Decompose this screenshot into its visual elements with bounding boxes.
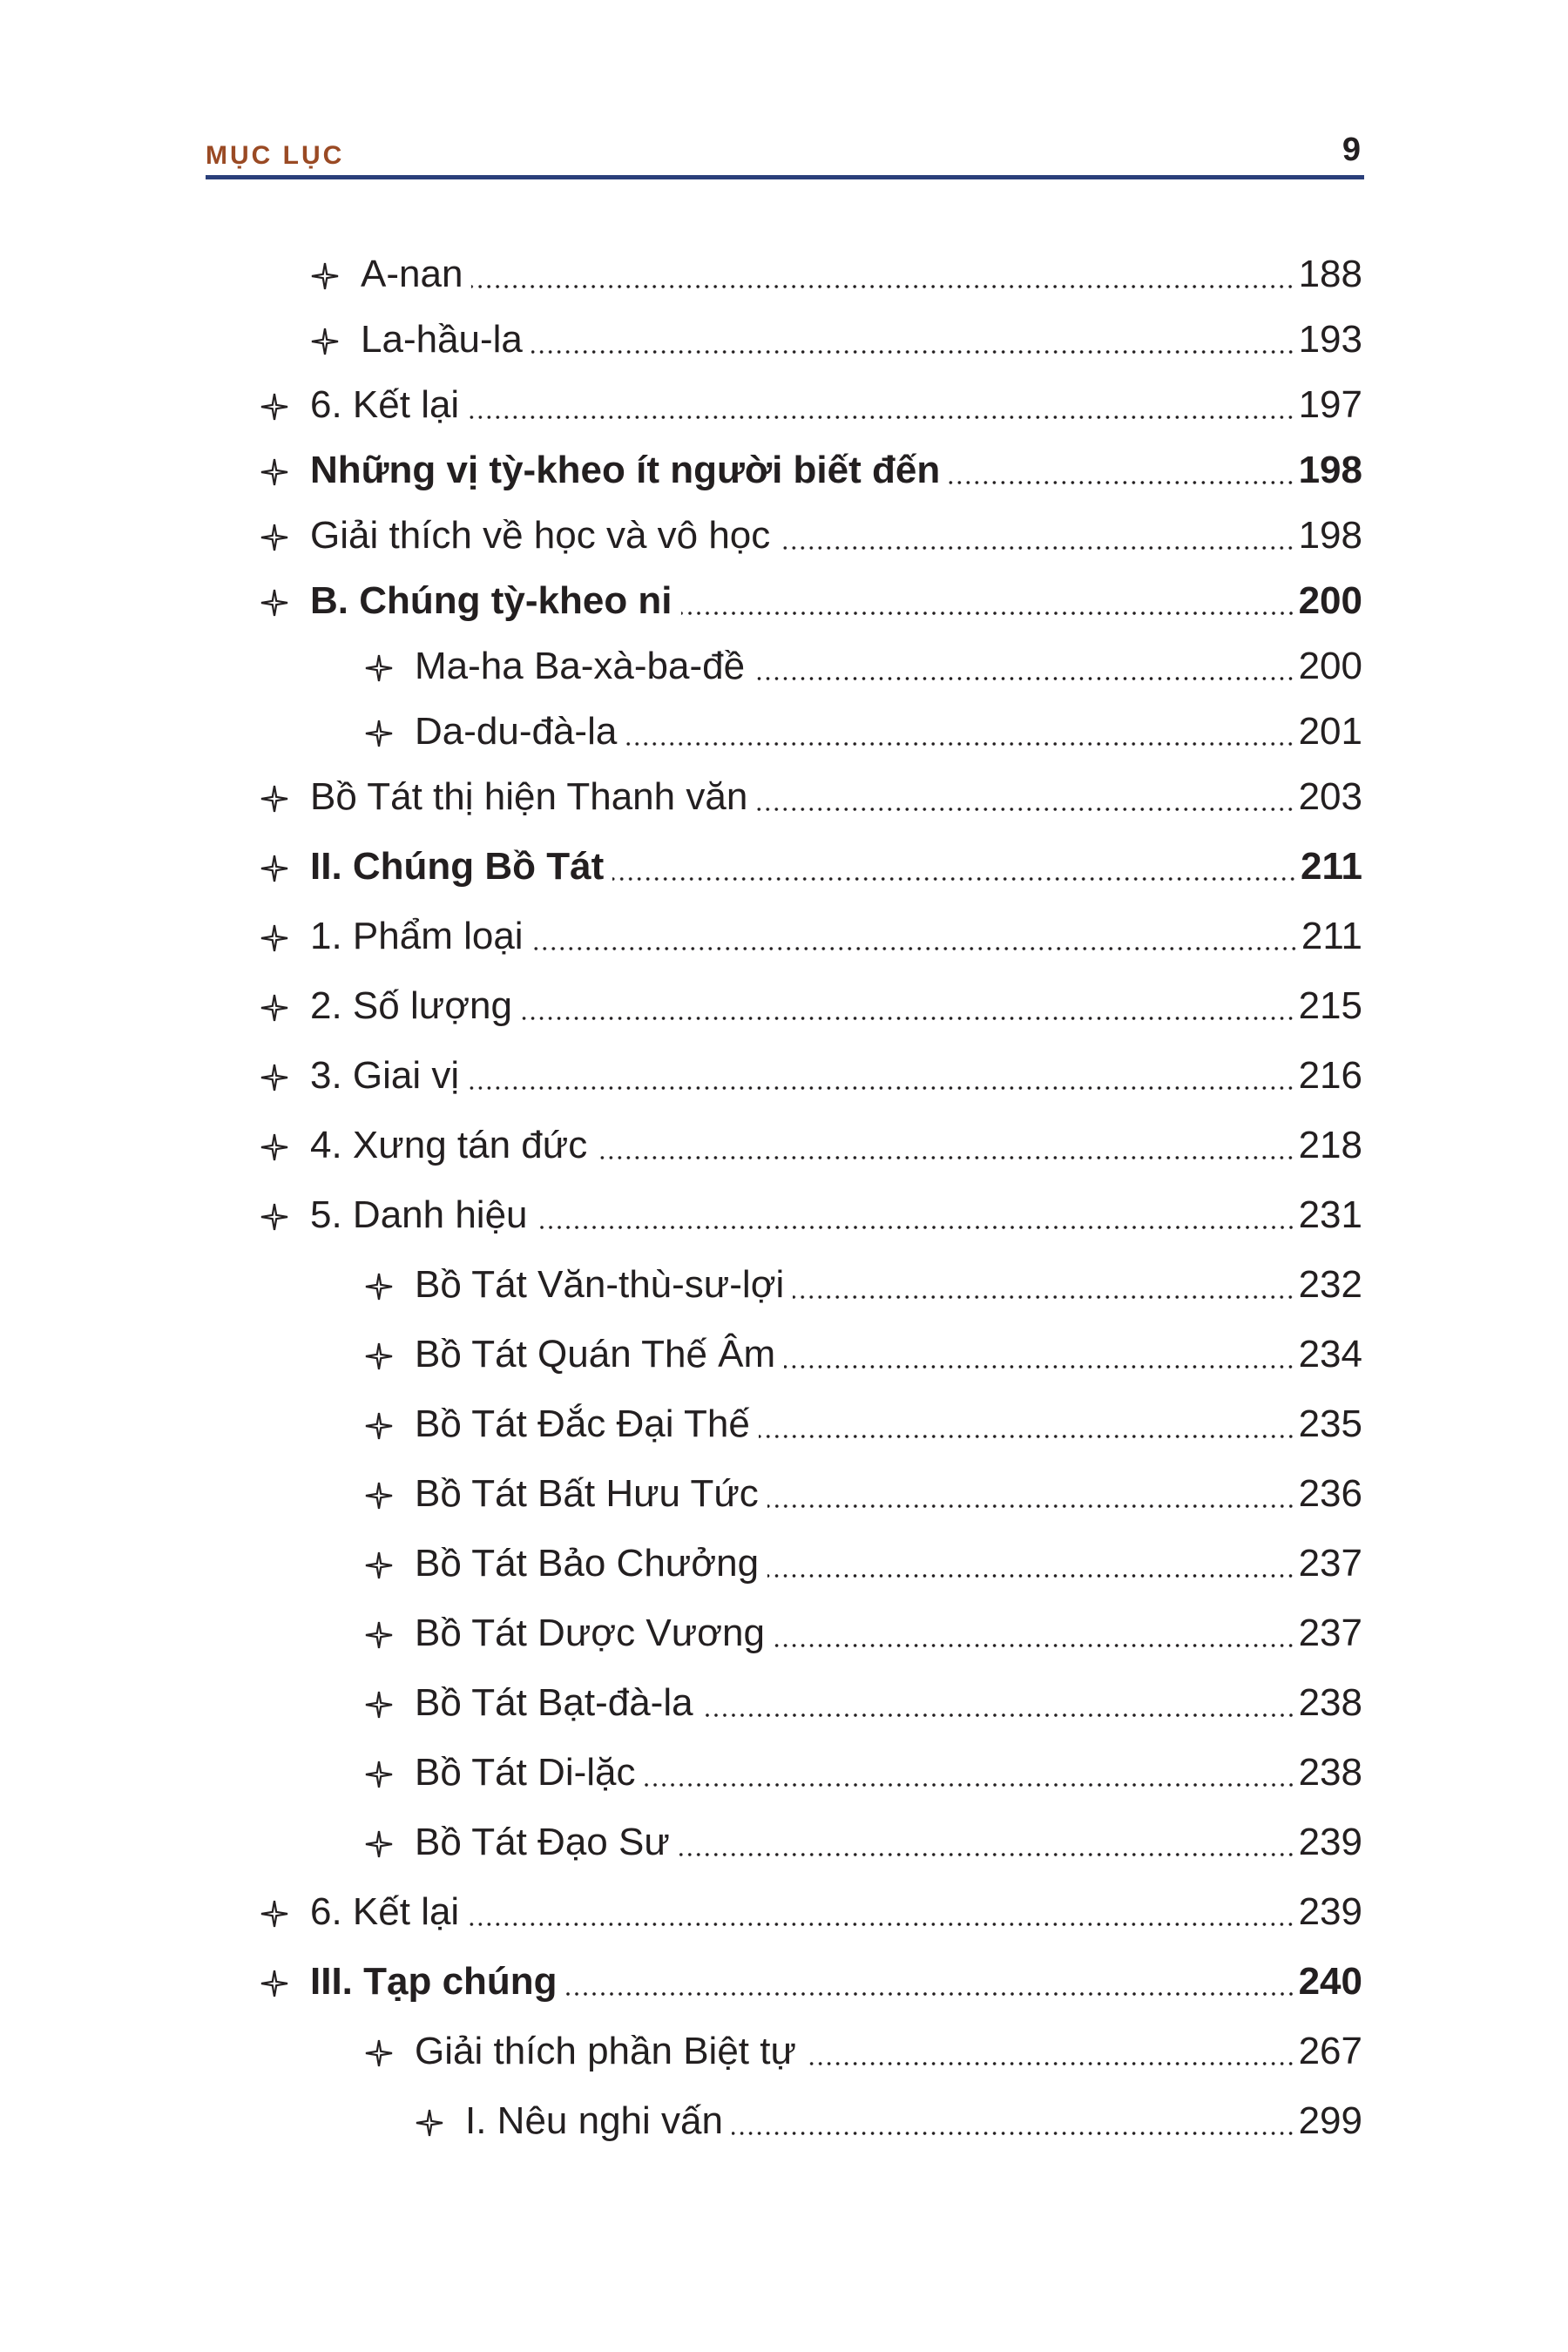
dot-leader — [566, 1991, 1295, 1997]
four-point-star-icon — [310, 325, 340, 355]
toc-entry-title: La-hầu-la — [361, 318, 523, 361]
toc-entry-title: Bồ Tát Văn-thù-sư-lợi — [415, 1263, 785, 1306]
four-point-star-icon — [364, 1479, 394, 1509]
toc-entry-page: 215 — [1298, 984, 1362, 1027]
dot-leader — [754, 676, 1295, 681]
toc-entry-page: 234 — [1298, 1333, 1362, 1375]
four-point-star-icon — [415, 2106, 444, 2136]
toc-entry[interactable] — [364, 1394, 1362, 1455]
four-point-star-icon — [260, 1131, 289, 1160]
dot-leader — [681, 611, 1295, 616]
toc-entry[interactable] — [260, 571, 1362, 632]
toc-entry-page: 239 — [1298, 1890, 1362, 1933]
dot-leader — [531, 349, 1295, 355]
four-point-star-icon — [310, 260, 340, 289]
four-point-star-icon — [260, 991, 289, 1021]
four-point-star-icon — [364, 1688, 394, 1718]
toc-entry-title: Bồ Tát Di-lặc — [415, 1751, 636, 1794]
dot-leader — [767, 1504, 1295, 1509]
toc-entry[interactable] — [260, 976, 1362, 1037]
four-point-star-icon — [260, 1061, 289, 1091]
toc-entry[interactable] — [260, 906, 1362, 967]
toc-entry-page: 239 — [1298, 1821, 1362, 1863]
toc-entry-title: Bồ Tát thị hiện Thanh văn — [310, 775, 748, 818]
toc-entry-title: 3. Giai vị — [310, 1054, 460, 1097]
four-point-star-icon — [260, 456, 289, 485]
toc-entry-page: 231 — [1298, 1193, 1362, 1236]
dot-leader — [756, 807, 1294, 812]
dot-leader — [784, 1364, 1294, 1369]
four-point-star-icon — [364, 1619, 394, 1648]
toc-entry[interactable] — [260, 1882, 1362, 1943]
toc-entry-title: Giải thích về học và vô học — [310, 514, 771, 557]
dot-leader — [471, 284, 1294, 289]
four-point-star-icon — [364, 1828, 394, 1857]
dot-leader — [759, 1434, 1295, 1439]
toc-entry-title: Bồ Tát Bảo Chưởng — [415, 1542, 760, 1585]
toc-entry-page: 211 — [1301, 915, 1362, 957]
toc-entry[interactable] — [364, 1673, 1362, 1734]
dot-leader — [468, 415, 1294, 420]
four-point-star-icon — [260, 1200, 289, 1230]
dot-leader — [612, 876, 1297, 882]
toc-entry[interactable] — [260, 767, 1362, 828]
four-point-star-icon — [260, 922, 289, 951]
toc-entry-page: 203 — [1298, 775, 1362, 818]
toc-entry-page: 211 — [1301, 845, 1362, 888]
toc-entry-page: 200 — [1298, 645, 1362, 687]
toc-entry[interactable] — [415, 2091, 1362, 2152]
toc-entry[interactable] — [260, 505, 1362, 566]
toc-entry-page: 188 — [1298, 253, 1362, 295]
four-point-star-icon — [364, 1758, 394, 1788]
toc-entry-title: Bồ Tát Đạo Sư — [415, 1821, 670, 1863]
four-point-star-icon — [260, 390, 289, 420]
four-point-star-icon — [260, 852, 289, 882]
toc-entry[interactable] — [260, 375, 1362, 436]
toc-entry-title: II. Chúng Bồ Tát — [310, 845, 605, 888]
dot-leader — [645, 1782, 1295, 1788]
four-point-star-icon — [260, 1897, 289, 1927]
toc-entry-page: 198 — [1298, 449, 1362, 491]
toc-entry-title: Bồ Tát Dược Vương — [415, 1612, 765, 1654]
four-point-star-icon — [364, 1270, 394, 1300]
toc-entry-page: 237 — [1298, 1542, 1362, 1585]
toc-entry-page: 238 — [1298, 1751, 1362, 1794]
toc-entry[interactable] — [260, 1185, 1362, 1246]
toc-entry[interactable] — [364, 1324, 1362, 1385]
four-point-star-icon — [260, 586, 289, 616]
toc-entry[interactable] — [364, 1254, 1362, 1315]
toc-entry-title: Bồ Tát Đắc Đại Thế — [415, 1402, 750, 1445]
page-header — [206, 122, 1364, 179]
dot-leader — [793, 1294, 1294, 1300]
section-title: MỤC LỤC — [206, 141, 345, 170]
toc-entry-title: B. Chúng tỳ-kheo ni — [310, 579, 672, 622]
dot-leader — [732, 2131, 1295, 2136]
dot-leader — [521, 1016, 1295, 1021]
toc-entry-page: 201 — [1298, 710, 1362, 753]
four-point-star-icon — [364, 1549, 394, 1578]
toc-entry-title: 6. Kết lại — [310, 1890, 460, 1933]
dot-leader — [702, 1713, 1295, 1718]
four-point-star-icon — [364, 1340, 394, 1369]
toc-entry-title: Bồ Tát Bạt-đà-la — [415, 1681, 693, 1724]
toc-entry[interactable] — [364, 1742, 1362, 1803]
dot-leader — [468, 1085, 1294, 1091]
toc-entry-title: III. Tạp chúng — [310, 1960, 558, 2003]
toc-entry[interactable] — [310, 309, 1362, 370]
dot-leader — [532, 946, 1298, 951]
toc-entry-title: Giải thích phần Biệt tự — [415, 2030, 796, 2072]
dot-leader — [537, 1225, 1295, 1230]
toc-entry[interactable] — [364, 1603, 1362, 1664]
dot-leader — [767, 1573, 1295, 1578]
toc-entry-page: 238 — [1298, 1681, 1362, 1724]
toc-entry[interactable] — [260, 1115, 1362, 1176]
toc-entry[interactable] — [260, 440, 1362, 501]
toc-entry-page: 236 — [1298, 1472, 1362, 1515]
toc-entry[interactable] — [364, 701, 1362, 762]
toc-entry-title: 5. Danh hiệu — [310, 1193, 528, 1236]
toc-entry-title: Da-du-đà-la — [415, 710, 618, 753]
page-number: 9 — [1342, 132, 1361, 168]
four-point-star-icon — [364, 1409, 394, 1439]
toc-entry[interactable] — [310, 244, 1362, 305]
dot-leader — [779, 545, 1294, 551]
toc-entry-title: 6. Kết lại — [310, 383, 460, 426]
toc-entry-page: 235 — [1298, 1402, 1362, 1445]
toc-entry-page: 200 — [1298, 579, 1362, 622]
toc-entry-title: 4. Xưng tán đức — [310, 1124, 588, 1166]
four-point-star-icon — [260, 1967, 289, 1997]
toc-entry-title: A-nan — [361, 253, 463, 295]
toc-entry-page: 197 — [1298, 383, 1362, 426]
four-point-star-icon — [364, 717, 394, 747]
toc-entry-page: 240 — [1298, 1960, 1362, 2003]
toc-entry-title: Bồ Tát Quán Thế Âm — [415, 1333, 776, 1375]
toc-entry-title: Ma-ha Ba-xà-ba-đề — [415, 645, 746, 687]
four-point-star-icon — [364, 652, 394, 681]
header-rule — [206, 175, 1364, 179]
toc-entry-title: Những vị tỳ-kheo ít người biết đến — [310, 449, 941, 491]
toc-entry-page: 193 — [1298, 318, 1362, 361]
four-point-star-icon — [260, 782, 289, 812]
dot-leader — [468, 1922, 1294, 1927]
toc-entry-page: 232 — [1298, 1263, 1362, 1306]
toc-entry[interactable] — [364, 636, 1362, 697]
toc-entry-title: I. Nêu nghi vấn — [465, 2099, 723, 2142]
dot-leader — [625, 741, 1294, 747]
toc-entry-page: 198 — [1298, 514, 1362, 557]
dot-leader — [774, 1643, 1295, 1648]
toc-entry-title: 1. Phẩm loại — [310, 915, 524, 957]
toc-entry-page: 237 — [1298, 1612, 1362, 1654]
dot-leader — [596, 1155, 1294, 1160]
toc-entry[interactable] — [260, 836, 1362, 897]
toc-entry[interactable] — [364, 1812, 1362, 1873]
toc-entry[interactable] — [364, 1533, 1362, 1594]
toc-entry-page: 218 — [1298, 1124, 1362, 1166]
toc-entry-page: 267 — [1298, 2030, 1362, 2072]
toc-entry[interactable] — [260, 1045, 1362, 1106]
dot-leader — [949, 480, 1294, 485]
toc-entry-page: 299 — [1298, 2099, 1362, 2142]
toc-entry[interactable] — [364, 2021, 1362, 2082]
toc-entry-title: Bồ Tát Bất Hưu Tức — [415, 1472, 759, 1515]
toc-entry[interactable] — [364, 1463, 1362, 1524]
dot-leader — [679, 1852, 1295, 1857]
toc-entry-title: 2. Số lượng — [310, 984, 512, 1027]
toc-entry[interactable] — [260, 1951, 1362, 2012]
four-point-star-icon — [364, 2037, 394, 2066]
four-point-star-icon — [260, 521, 289, 551]
dot-leader — [805, 2061, 1295, 2066]
toc-entry-page: 216 — [1298, 1054, 1362, 1097]
